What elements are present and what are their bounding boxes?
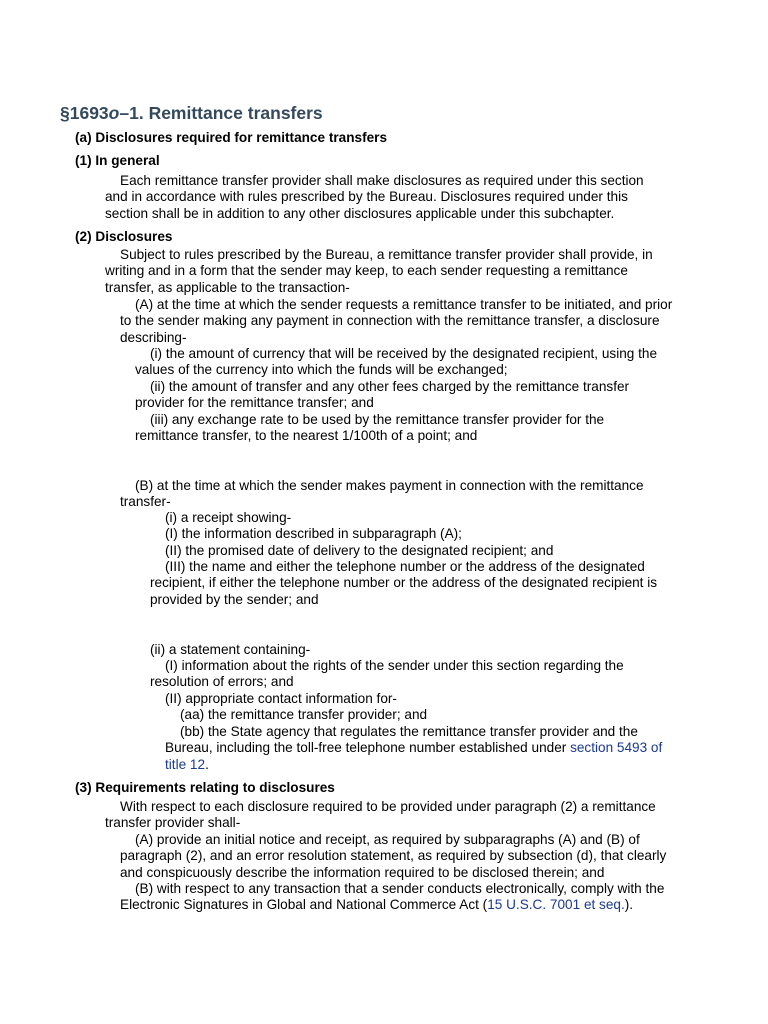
para2-A-text: (A) at the time at which the sender requests a remittance transfer to be initiated, and prior to the sender making any payment in connection with the remittance transfer, a disclosure describing- (120, 297, 673, 345)
para2-B-i-I: (I) the information described in subparagraph (A); (165, 526, 462, 541)
para2-intro: Subject to rules prescribed by the Bureau, a remittance transfer provider shall provide, in writing and in a form that the sender may keep, to each sender requesting a remittance transfer, as applicable to the transaction- (105, 247, 653, 295)
para2-A-iii: (iii) any exchange rate to be used by the remittance transfer provider for the remittance transfer, to the nearest 1/100th of a point; and (135, 412, 605, 444)
para2-A-i: (i) the amount of currency that will be received by the designated recipient, using the values of the currency into which the funds will be exchanged; (135, 346, 658, 378)
para2-B-ii-I: (I) information about the rights of the sender under this section regarding the resolution of errors; and (150, 658, 624, 690)
para2-A-ii: (ii) the amount of transfer and any other fees charged by the remittance transfer provider for the remittance transfer; and (135, 379, 630, 411)
para2-B-text: (B) at the time at which the sender makes payment in connection with the remittance transfer- (120, 478, 644, 510)
para2-heading: (2) Disclosures (75, 229, 173, 244)
title-prefix: §1693 (60, 103, 109, 123)
section-5493-link[interactable]: section 5493 of title 12 (165, 740, 663, 772)
para3-B-text: (B) with respect to any transaction that a sender conducts electronically, comply with the Electronic Signatures in Global and National Commerce Act ( (120, 881, 665, 913)
para2-B-ii-aa: (aa) the remittance transfer provider; and (180, 707, 428, 722)
para1-text: Each remittance transfer provider shall make disclosures as required under this section and in accordance with rules prescribed by the Bureau. Disclosures required under this section shall be in addition to any other disclosures applicable under this subchapter. (105, 173, 644, 221)
subsection-a-heading: (a) Disclosures required for remittance transfers (75, 130, 388, 145)
para1-heading: (1) In general (75, 153, 160, 168)
para2-B-ii-bb-text: (bb) the State agency that regulates the remittance transfer provider and the Bureau, including the toll-free telephone number established under (165, 724, 638, 756)
para3-B-end: ). (624, 897, 634, 913)
para2-B-ii-bb-end: . (205, 756, 209, 772)
para2-B-i-II: (II) the promised date of delivery to the designated recipient; and (165, 543, 554, 558)
para3-B (120, 881, 680, 914)
para2-B-i-III: (III) the name and either the telephone number or the address of the designated recipient, if either the telephone number or the address of the designated recipient is provided by the sender; and (150, 559, 658, 607)
para2-B-ii: (ii) a statement containing- (150, 642, 311, 657)
usc-7001-link[interactable]: 15 U.S.C. 7001 et seq. (487, 897, 625, 913)
para3-heading: (3) Requirements relating to disclosures (75, 780, 335, 795)
title-italic: o (108, 103, 120, 123)
title-suffix: –1. Remittance transfers (119, 103, 323, 123)
para2-B-ii-II: (II) appropriate contact information for- (165, 691, 397, 706)
para3-intro: With respect to each disclosure required to be provided under paragraph (2) a remittance transfer provider shall- (105, 799, 656, 831)
para2-B-i: (i) a receipt showing- (165, 510, 292, 525)
para2-B-ii-bb (165, 724, 680, 773)
section-title (60, 102, 323, 124)
para3-A: (A) provide an initial notice and receipt, as required by subparagraphs (A) and (B) of paragraph (2), and an error resolution statement, as required by subsection (d), that clearly and conspicuously describe the information required to be disclosed therein; and (120, 832, 667, 880)
